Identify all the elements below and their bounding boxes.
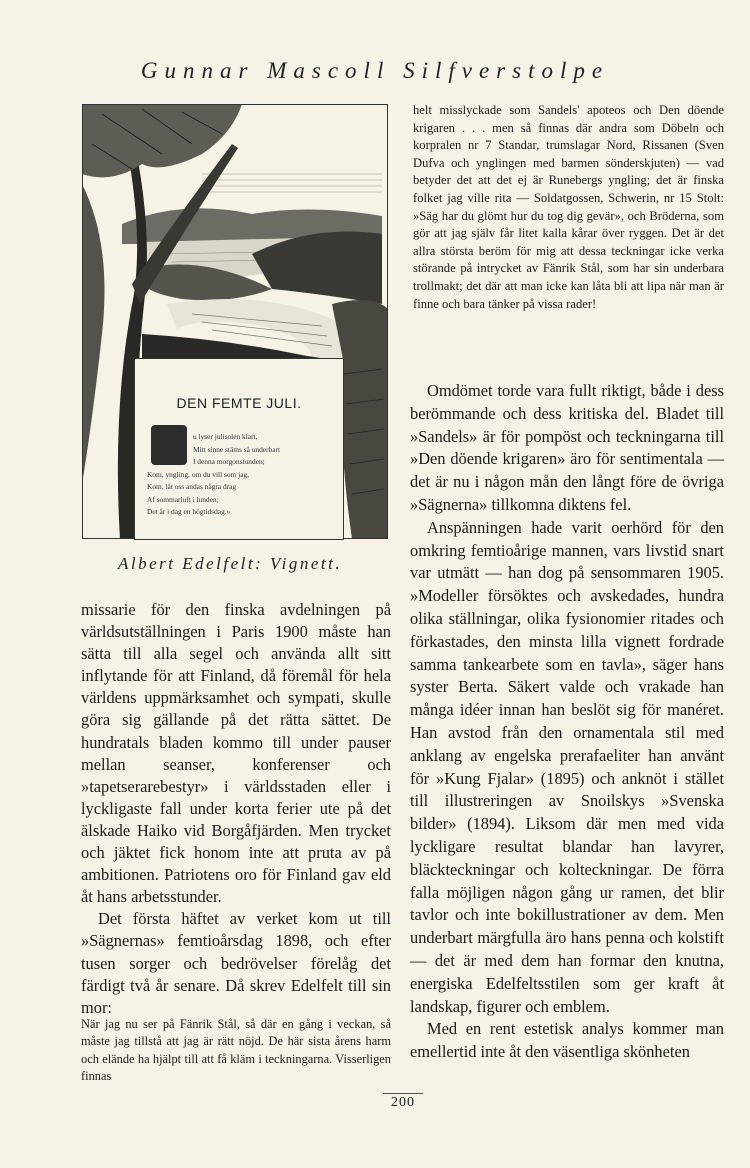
block-quote: helt misslyckade som Sandels' apoteos och Den döende krigaren . . . men så finnas där andra som Döbeln och korpralen nr 7 Standar, trumslagar Nord, Rissanen (Sven Dufva och ynglingen med barmen sönderskjuten) — vad betyder det att det ej är Runebergs yngling; det är finska folket jag ville rita — Soldatgossen, Schwerin, nr 15 Stolt: »Säg har du glömt hur du tog dig gevär», och Bröderna, som gör att jag själv får litet kalla kårar över ryggen. Det är det allra största beröm för mig att dessa teckningar icke verka störande på intrycket av Fänrik Stål, som har sin underbara trollmakt; det där att man icke kan låta bli att lipa när man är finne och bara tänker på vissa rader! (413, 103, 724, 311)
left-column-quote (81, 1016, 391, 1086)
right-column-body (410, 380, 724, 1064)
paragraph: Omdömet torde vara fullt riktigt, både i dess berömmande och dess kritiska del. Bladet till »Sandels» är för pompöst och teckningarna till »Den döende krigaren» äro för sentimentala — det är nu i någon mån den långt före de övriga »Sägnerna» tillkomna diktens fel. (410, 381, 724, 514)
page-number: 200 (391, 1095, 415, 1110)
paragraph: missarie för den finska avdelningen på världsutställningen i Paris 1900 måste han sätta till alla segel och använda allt sitt inflytande för att Finland, då föremål för hela världens uppmärksamhet och sympati, skulle göra sig gällande på det rätta sättet. De hundratals bladen kommo till under pauser mellan seanser, konferenser och »tapetserarebestyr» i världsstaden eller i lyckligaste fall under korta ferier ute på det älskade Haiko vid Borgåfjärden. Men trycket och jäktet fick honom inte att pruta av på ambitionen. Patriotens oro för Finland gav eld åt hans arbetsstunder. (81, 600, 391, 907)
paragraph: Med en rent estetisk analys kommer man emellertid inte åt den väsentliga skönheten (410, 1019, 724, 1062)
vignette-title: DEN FEMTE JULI. (176, 395, 302, 411)
vignette-poem (147, 431, 339, 519)
poem-line: Det är i dag en högtidsdag.» (147, 507, 231, 516)
vignette-illustration (82, 104, 388, 539)
paragraph: Anspänningen hade varit oerhörd för den omkring femtioårige mannen, vars livstid snart var utmätt — han dog på sensommaren 1905. »Modeller försöktes och avskedades, hundra olika ställningar, olika fysionomier ritades och förkastades, den minsta lilla vignett fordrade samma tankearbete som en tavla», säger hans syster Berta. Säkert valde och vrakade han många idéer innan han beslöt sig för manéret. Han avstod från den ornamentala stil med anklang av engelska prerafaeliter han använt för »Kung Fjalar» (1895) och anknöt i stället till illustreringen av Snoilskys »Svenska bilder» (1894). Liksom där men med vida lyckligare resultat blandar han lavyrer, bläckteckningar och kolteckningar. De förra falla möjligen någon gång ur ramen, det blir tavlor och inte bokillustrationer av dem. Men underbart märgfulla äro hans penna och kolstift — det är med dem han formar den knutna, energiska Edelfeltsstilen som ger kraft åt landskap, figurer och emblem. (410, 517, 724, 1016)
left-column-body (81, 599, 391, 1019)
right-column-quote (413, 102, 724, 313)
poem-line: Kom, låt oss andas några drag (147, 482, 237, 491)
poem-line: Mitt sinne stäms så underbart (193, 444, 281, 454)
poem-line: Af sommarluft i lunden; (147, 494, 219, 504)
figure-caption: Albert Edelfelt: Vignett. (118, 554, 343, 573)
poem-line: I denna morgonstunden; (193, 457, 265, 466)
block-quote: När jag nu ser på Fänrik Stål, så där en gång i veckan, så måste jag tillstå att jag är rätt nöjd. De här sista årens harm och elände ha hjälpt till att få kläm i teckningarna. Visserligen finnas (81, 1017, 391, 1084)
poem-line: Kom, yngling, om du vill som jag, (147, 469, 250, 479)
vignette-text-panel (134, 358, 344, 540)
footer-rule (383, 1093, 423, 1094)
paragraph: Det första häftet av verket kom ut till »Sägnernas» femtioårsdag 1898, och efter tusen sorger och bedrövelser förelåg det färdigt två år senare. Då skrev Edelfelt till sin mor: (81, 909, 391, 1017)
running-header: Gunnar Mascoll Silfverstolpe (140, 58, 610, 83)
poem-line: u lyser julisolen klart, (193, 432, 258, 441)
